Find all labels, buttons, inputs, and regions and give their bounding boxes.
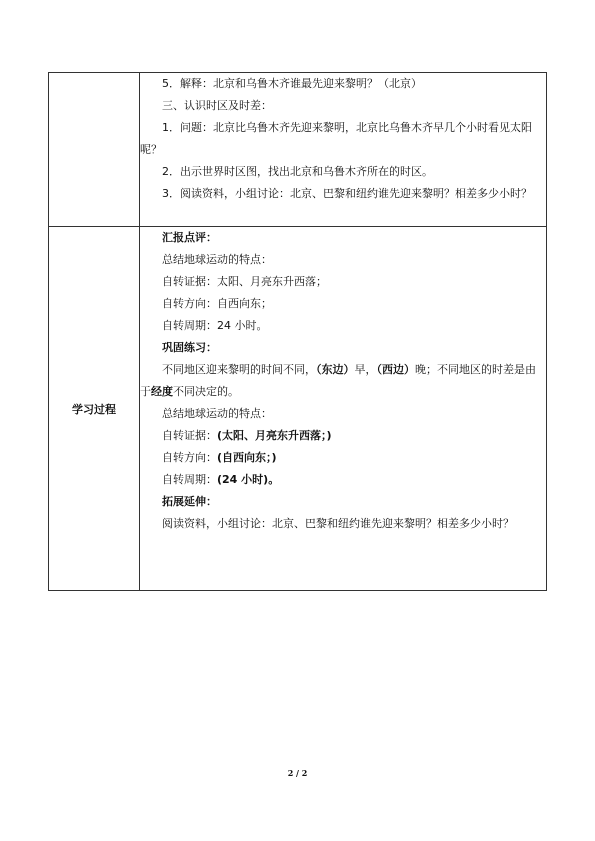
practice-line [140, 447, 546, 469]
table-row [49, 73, 547, 227]
extend-heading: 拓展延伸： [162, 495, 217, 508]
row-label-learning-process: 学习过程 [49, 227, 140, 591]
practice-line-prefix: 自转周期： [162, 473, 217, 486]
practice-line [140, 469, 546, 491]
table-row [49, 227, 547, 591]
paragraph-section-heading: 三、认识时区及时差： [162, 99, 272, 112]
practice-intro: 总结地球运动的特点： [162, 407, 272, 420]
practice-line-prefix: 自转证据： [162, 429, 217, 442]
row-label-empty [49, 73, 140, 227]
row-content-learning-process [140, 227, 547, 591]
practice-line-answer: (自西向东；) [217, 451, 277, 464]
practice-line-prefix: 自转方向： [162, 451, 217, 464]
page-number: 2 / 2 [287, 768, 308, 778]
row-content-time-zones [140, 73, 547, 227]
practice-line [140, 425, 546, 447]
extend-text: 阅读资料，小组讨论：北京、巴黎和纽约谁先迎来黎明？相差多少小时？ [162, 517, 514, 530]
practice-text: 不同地区迎来黎明的时间不同， [162, 363, 316, 376]
report-line: 总结地球运动的特点： [162, 253, 272, 266]
practice-answer-longitude: 经度 [151, 385, 173, 398]
report-line: 自转方向：自西向东； [162, 297, 272, 310]
paragraph-read-material: 3．阅读资料，小组讨论：北京、巴黎和纽约谁先迎来黎明？相差多少小时？ [162, 187, 532, 200]
practice-line-answer: (24 小时)。 [217, 473, 280, 486]
report-line: 自转周期：24 小时。 [162, 319, 268, 332]
practice-text: 早， [354, 363, 377, 376]
report-heading: 汇报点评： [162, 231, 217, 244]
practice-sentence [140, 359, 546, 403]
practice-answer-east: （东边） [316, 363, 355, 376]
paragraph-show-map: 2．出示世界时区图，找出北京和乌鲁木齐所在的时区。 [162, 165, 433, 178]
practice-text: 晚；不同地区的时差是由于 [140, 363, 536, 398]
paragraph-question: 1．问题：北京比乌鲁木齐先迎来黎明，北京比乌鲁木齐早几个小时看见太阳呢？ [140, 121, 532, 156]
practice-line-answer: (太阳、月亮东升西落；) [217, 429, 332, 442]
practice-text: 不同决定的。 [173, 385, 239, 398]
lesson-table [48, 72, 547, 591]
paragraph-explain: 5．解释：北京和乌鲁木齐谁最先迎来黎明？（北京） [162, 77, 422, 90]
practice-answer-west: （西边） [376, 363, 415, 376]
practice-heading: 巩固练习： [162, 341, 217, 354]
report-line: 自转证据：太阳、月亮东升西落； [162, 275, 327, 288]
